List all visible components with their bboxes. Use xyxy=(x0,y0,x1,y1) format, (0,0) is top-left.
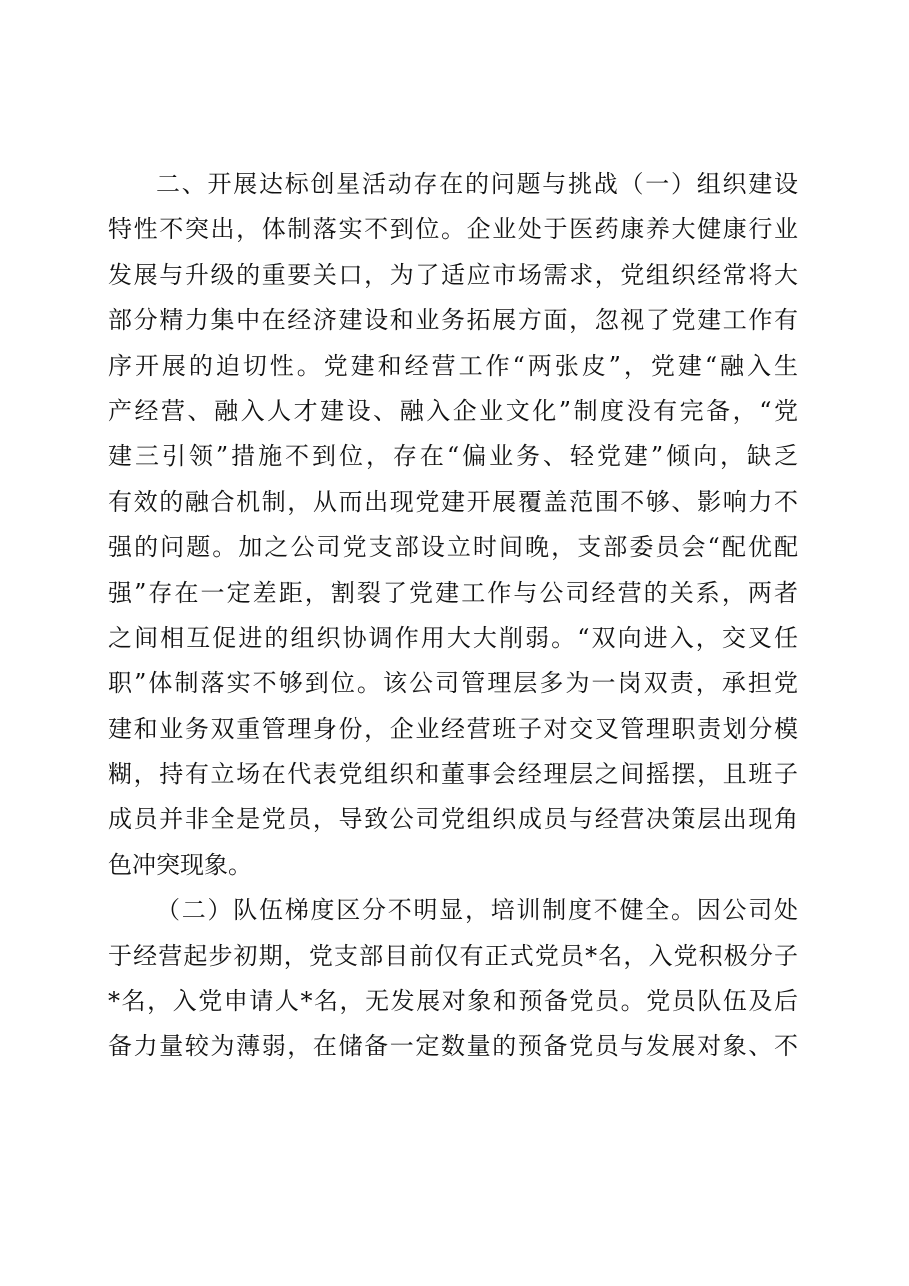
paragraph-1-line: 有效的融合机制，从而出现党建开展覆盖范围不够、影响力不 xyxy=(108,487,798,516)
paragraph-1-line: 部分精力集中在经济建设和业务拓展方面，忽视了党建工作有 xyxy=(108,306,798,335)
paragraph-1-line: 之间相互促进的组织协调作用大大削弱。“双向进入，交叉任 xyxy=(108,623,798,652)
body-text xyxy=(108,162,798,1070)
paragraph-1-line: 糊，持有立场在代表党组织和董事会经理层之间摇摆，且班子 xyxy=(108,760,798,789)
paragraph-1-line: 职”体制落实不够到位。该公司管理层多为一岗双责，承担党 xyxy=(108,669,798,698)
paragraph-1-line: 强的问题。加之公司党支部设立时间晚，支部委员会“配优配 xyxy=(108,533,798,562)
paragraph-1-line: 序开展的迫切性。党建和经营工作“两张皮”，党建“融入生 xyxy=(108,351,798,380)
paragraph-1-line: 发展与升级的重要关口，为了适应市场需求，党组织经常将大 xyxy=(108,260,798,289)
paragraph-2-line: （二）队伍梯度区分不明显，培训制度不健全。因公司处 xyxy=(156,896,798,925)
paragraph-2-line: 于经营起步初期，党支部目前仅有正式党员*名，入党积极分子 xyxy=(108,941,798,970)
paragraph-2-line: *名，入党申请人*名，无发展对象和预备党员。党员队伍及后 xyxy=(108,987,798,1016)
paragraph-1-line: 产经营、融入人才建设、融入企业文化”制度没有完备，“党 xyxy=(108,396,798,425)
paragraph-1-line: 二、开展达标创星活动存在的问题与挑战（一）组织建设 xyxy=(156,170,798,198)
paragraph-1-line: 成员并非全是党员，导致公司党组织成员与经营决策层出现角 xyxy=(108,805,798,834)
paragraph-1-line: 特性不突出，体制落实不到位。企业处于医药康养大健康行业 xyxy=(108,215,798,244)
paragraph-1-line: 色冲突现象。 xyxy=(108,850,252,879)
paragraph-1-line: 强”存在一定差距，割裂了党建工作与公司经营的关系，两者 xyxy=(108,578,798,607)
paragraph-1-line: 建三引领”措施不到位，存在“偏业务、轻党建”倾向，缺乏 xyxy=(108,442,798,471)
paragraph-2-line: 备力量较为薄弱，在储备一定数量的预备党员与发展对象、不 xyxy=(108,1032,798,1061)
paragraph-1-line: 建和业务双重管理身份，企业经营班子对交叉管理职责划分模 xyxy=(108,714,798,743)
